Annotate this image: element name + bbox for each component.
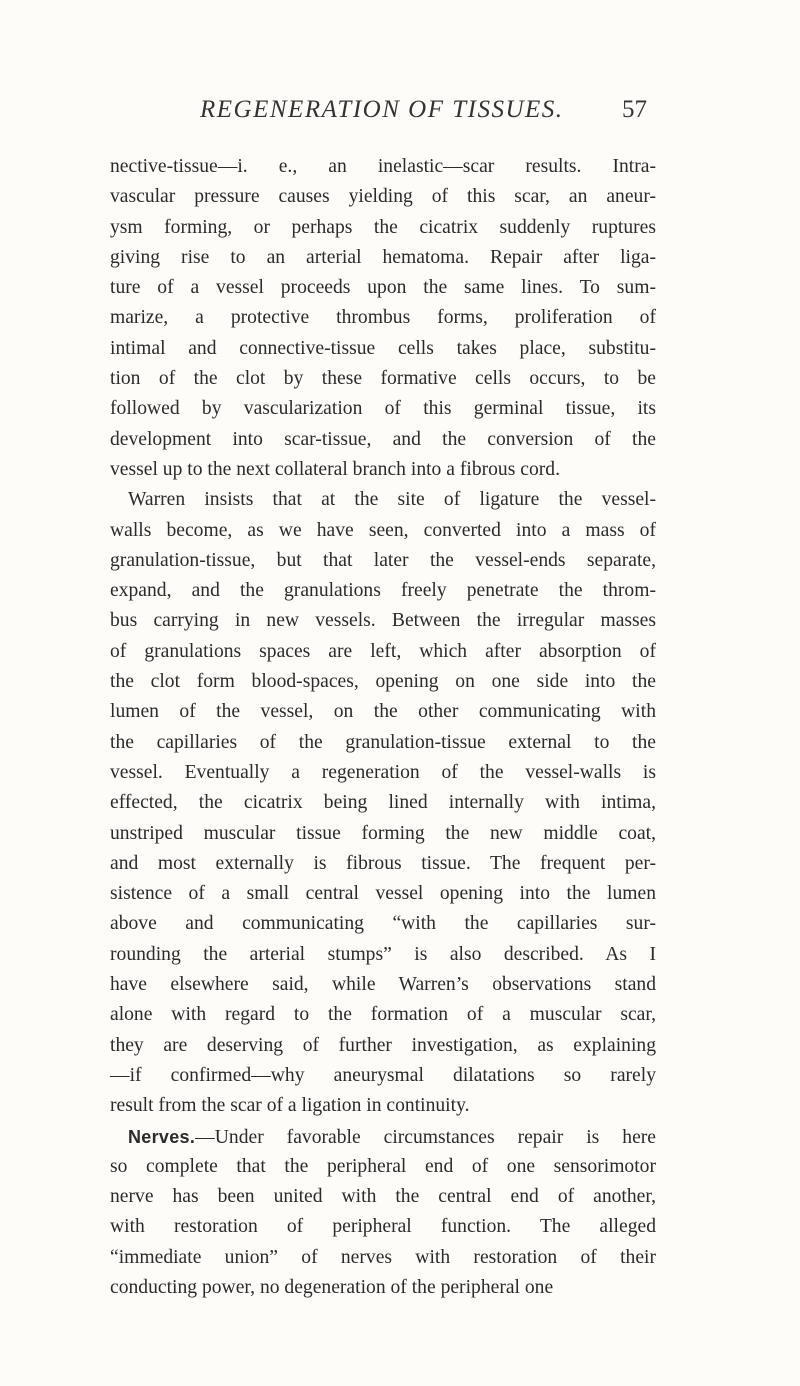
text-line: vessel up to the next collateral branch into a fibrous cord. (110, 458, 560, 480)
text-line: ysm forming, or perhaps the cicatrix suddenly ruptures (110, 216, 656, 238)
text-line: ture of a vessel proceeds upon the same lines. To sum- (110, 277, 656, 299)
text-line: vascular pressure causes yielding of this scar, an aneur- (110, 186, 656, 208)
text-line: giving rise to an arterial hematoma. Repair after liga- (110, 246, 656, 268)
text-line: rounding the arterial stumps” is also described. As I (110, 943, 656, 965)
text-line: vessel. Eventually a regeneration of the vessel-walls is (110, 761, 656, 783)
text-line: —if confirmed—why aneurysmal dilatations so rarely (110, 1064, 656, 1086)
text-line: they are deserving of further investigation, as explaining (110, 1034, 656, 1056)
section-line (110, 1122, 656, 1152)
text-line: marize, a protective thrombus forms, proliferation of (110, 307, 656, 329)
text-line: tion of the clot by these formative cells occurs, to be (110, 368, 656, 390)
running-title: REGENERATION OF TISSUES. (200, 96, 564, 123)
text-line: alone with regard to the formation of a muscular scar, (110, 1004, 656, 1026)
text-line: development into scar-tissue, and the conversion of the (110, 428, 656, 450)
section-line-text: —Under favorable circumstances repair is here (195, 1126, 656, 1148)
text-line: Warren insists that at the site of ligature the vessel- (128, 489, 656, 511)
text-line: followed by vascularization of this germinal tissue, its (110, 398, 656, 420)
text-line: result from the scar of a ligation in continuity. (110, 1095, 470, 1117)
text-line: above and communicating “with the capillaries sur- (110, 913, 656, 935)
section-heading-nerves: Nerves. (128, 1126, 196, 1147)
text-line: of granulations spaces are left, which after absorption of (110, 640, 656, 662)
text-line: the capillaries of the granulation-tissue external to the (110, 731, 656, 753)
text-line: conducting power, no degeneration of the peripheral one (110, 1276, 554, 1298)
text-line: intimal and connective-tissue cells takes place, substitu- (110, 337, 656, 359)
text-line: granulation-tissue, but that later the vessel-ends separate, (110, 549, 656, 571)
text-line: nerve has been united with the central end of another, (110, 1186, 656, 1208)
page-number: 57 (622, 96, 647, 123)
text-line: nective-tissue—i. e., an inelastic—scar results. Intra- (110, 156, 656, 177)
running-header (0, 96, 800, 136)
text-line: lumen of the vessel, on the other communicating with (110, 701, 656, 723)
text-line: bus carrying in new vessels. Between the irregular masses (110, 610, 656, 632)
text-line: unstriped muscular tissue forming the new middle coat, (110, 822, 656, 844)
text-line: with restoration of peripheral function. The alleged (110, 1216, 656, 1238)
text-line: the clot form blood-spaces, opening on one side into the (110, 671, 656, 693)
text-line: have elsewhere said, while Warren’s observations stand (110, 974, 656, 996)
text-line: so complete that the peripheral end of one sensorimotor (110, 1155, 656, 1177)
text-line: and most externally is fibrous tissue. The frequent per- (110, 852, 656, 874)
text-line: sistence of a small central vessel opening into the lumen (110, 883, 656, 905)
text-line: expand, and the granulations freely penetrate the throm- (110, 580, 656, 602)
text-line: “immediate union” of nerves with restoration of their (110, 1246, 656, 1268)
text-line: effected, the cicatrix being lined internally with intima, (110, 792, 656, 814)
body-text (110, 152, 656, 1303)
text-line: walls become, as we have seen, converted into a mass of (110, 519, 656, 541)
